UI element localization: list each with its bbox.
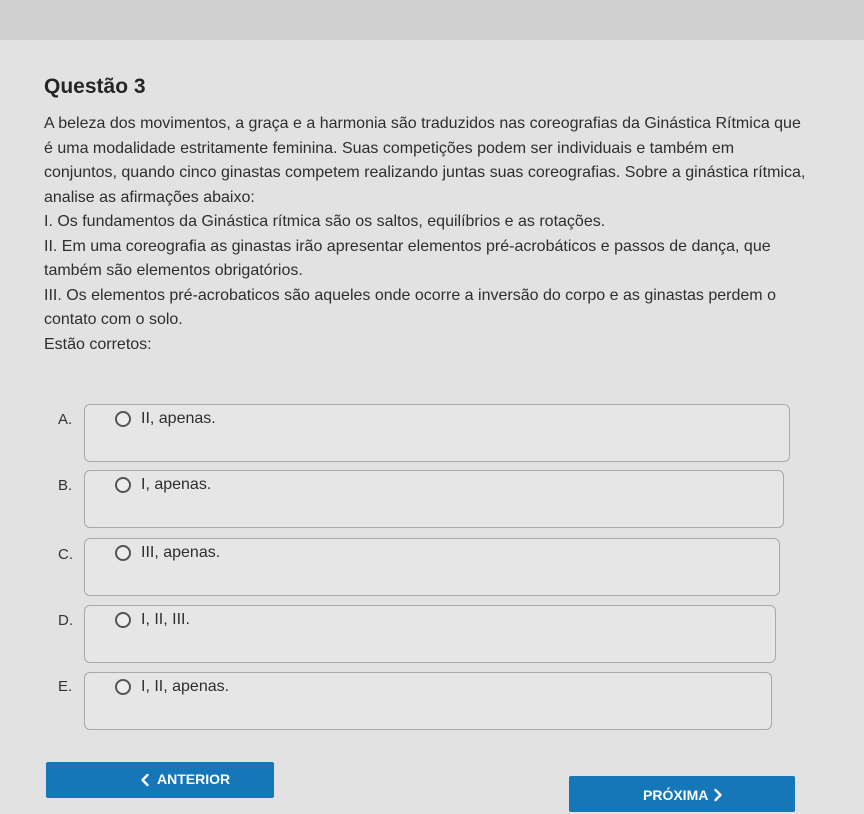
option-e[interactable] — [84, 672, 772, 730]
top-strip — [0, 0, 864, 40]
option-c[interactable] — [84, 538, 780, 596]
option-b[interactable] — [84, 470, 784, 528]
option-b-text: I, apenas. — [141, 476, 212, 493]
next-button[interactable] — [569, 776, 795, 812]
previous-button[interactable] — [46, 762, 274, 798]
option-a[interactable] — [84, 404, 790, 462]
radio-circle-icon[interactable] — [115, 612, 131, 628]
option-e-text: I, II, apenas. — [141, 678, 230, 695]
question-prompt: Estão corretos: — [44, 335, 152, 353]
previous-label: ANTERIOR — [157, 771, 231, 787]
radio-circle-icon[interactable] — [115, 545, 131, 561]
stem-line: é uma modalidade estritamente feminina. Suas competições podem ser individuais e também em — [44, 139, 735, 157]
stem-line: contato com o solo. — [44, 311, 183, 328]
statement-iii: III. Os elementos pré-acrobaticos são aqueles onde ocorre a inversão do corpo e as ginastas perdem o — [44, 286, 776, 304]
statement-ii: II. Em uma coreografia as ginastas irão apresentar elementos pré-acrobáticos e passos de dança, que — [44, 237, 771, 255]
option-d-text: I, II, III. — [141, 611, 190, 628]
radio-circle-icon[interactable] — [115, 477, 131, 493]
option-d[interactable] — [84, 605, 776, 663]
option-c-letter: C. — [58, 546, 73, 563]
option-a-text: II, apenas. — [141, 410, 216, 427]
option-e-letter: E. — [58, 678, 73, 695]
statement-i: I. Os fundamentos da Ginástica rítmica são os saltos, equilíbrios e as rotações. — [44, 213, 606, 230]
stem-line: analise as afirmações abaixo: — [44, 188, 255, 206]
stem-line: conjuntos, quando cinco ginastas competem realizando juntas suas coreografias. Sobre a ginástica rítmica, — [44, 164, 806, 181]
question-stem — [44, 112, 844, 357]
chevron-right-icon — [713, 788, 723, 802]
stem-line: também são elementos obrigatórios. — [44, 262, 303, 279]
question-title: Questão 3 — [44, 75, 146, 98]
option-b-letter: B. — [58, 477, 73, 494]
radio-circle-icon[interactable] — [115, 679, 131, 695]
chevron-left-icon — [140, 773, 150, 787]
option-a-letter: A. — [58, 411, 73, 428]
radio-circle-icon[interactable] — [115, 411, 131, 427]
option-d-letter: D. — [58, 612, 73, 629]
option-c-text: III, apenas. — [141, 544, 221, 561]
next-label: PRÓXIMA — [643, 787, 709, 803]
stem-line: A beleza dos movimentos, a graça e a harmonia são traduzidos nas coreografias da Ginástica Rítmica que — [44, 115, 801, 132]
